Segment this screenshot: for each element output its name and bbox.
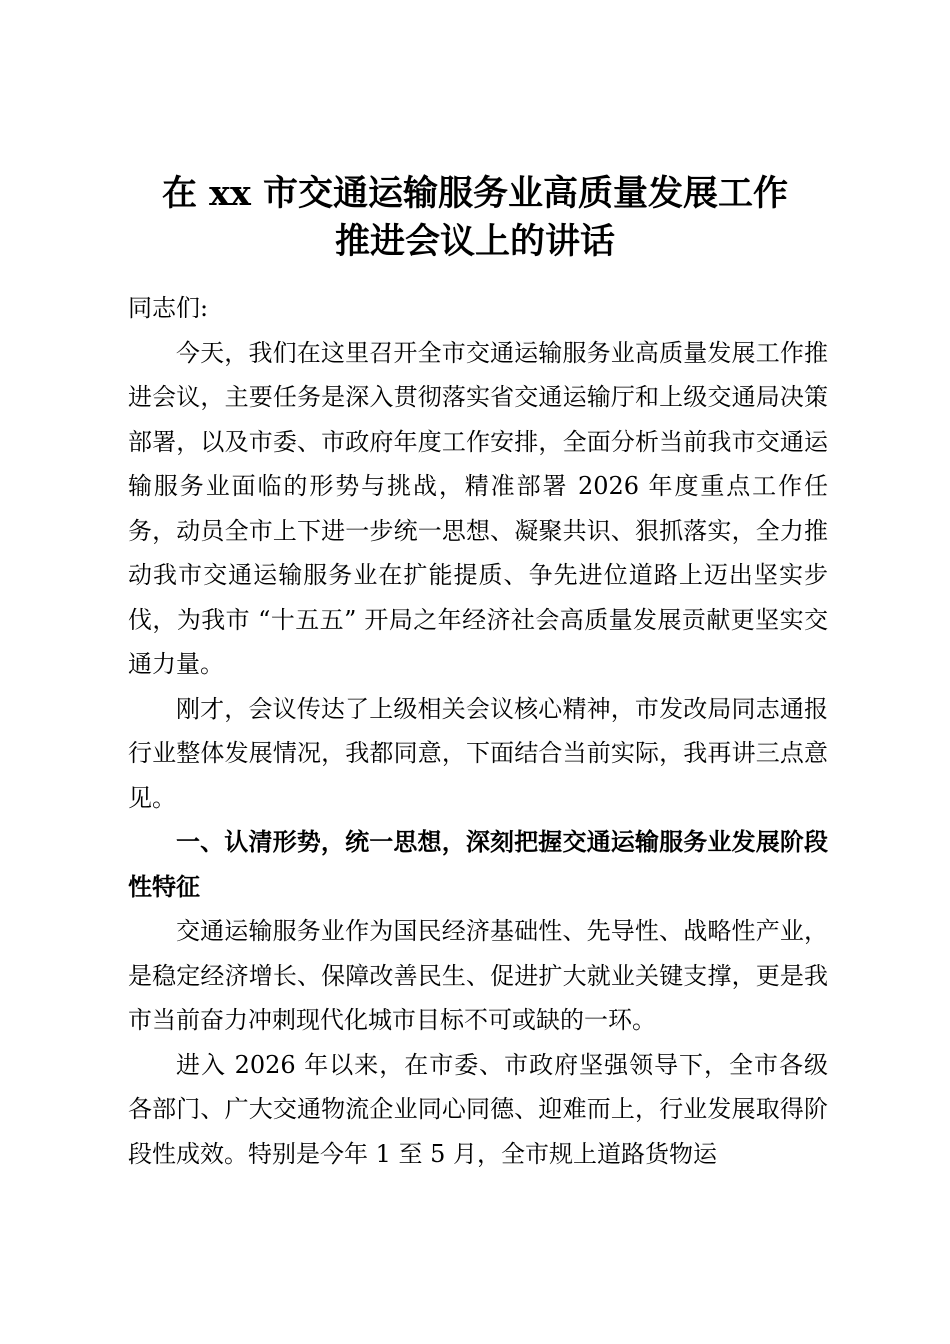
paragraph-opening: 今天，我们在这里召开全市交通运输服务业高质量发展工作推进会议，主要任务是深入贯彻落实省交通运输厅和上级交通局决策部署，以及市委、市政府年度工作安排，全面分析当前我市交通运输服务业面临的形势与挑战，精准部署 2026 年度重点工作任务，动员全市上下进一步统一思想、凝聚共识、狠抓落实，全力推动我市交通运输服务业在扩能提质、争先进位道路上迈出坚实步伐，为我市 “十五五” 开局之年经济社会高质量发展贡献更坚实交通力量。 <box>128 338 828 678</box>
document-title-line1: 在 xx 市交通运输服务业高质量发展工作 <box>161 173 789 214</box>
salutation: 同志们: <box>128 294 209 322</box>
paragraph-remarks: 刚才，会议传达了上级相关会议核心精神，市发改局同志通报行业整体发展情况，我都同意，下面结合当前实际，我再讲三点意见。 <box>128 694 828 812</box>
document-body <box>128 286 828 1176</box>
paragraph-section1-progress: 进入 2026 年以来，在市委、市政府坚强领导下，全市各级各部门、广大交通物流企业同心同德、迎难而上，行业发展取得阶段性成效。特别是今年 1 至 5 月，全市规上道路货物运 <box>128 1050 828 1168</box>
section-heading-1: 一、认清形势，统一思想，深刻把握交通运输服务业发展阶段性特征 <box>128 827 828 901</box>
document-title-line2: 推进会议上的讲话 <box>334 221 615 262</box>
paragraph-section1-intro: 交通运输服务业作为国民经济基础性、先导性、战略性产业，是稳定经济增长、保障改善民生、促进扩大就业关键支撑，更是我市当前奋力冲刺现代化城市目标不可或缺的一环。 <box>128 917 828 1034</box>
